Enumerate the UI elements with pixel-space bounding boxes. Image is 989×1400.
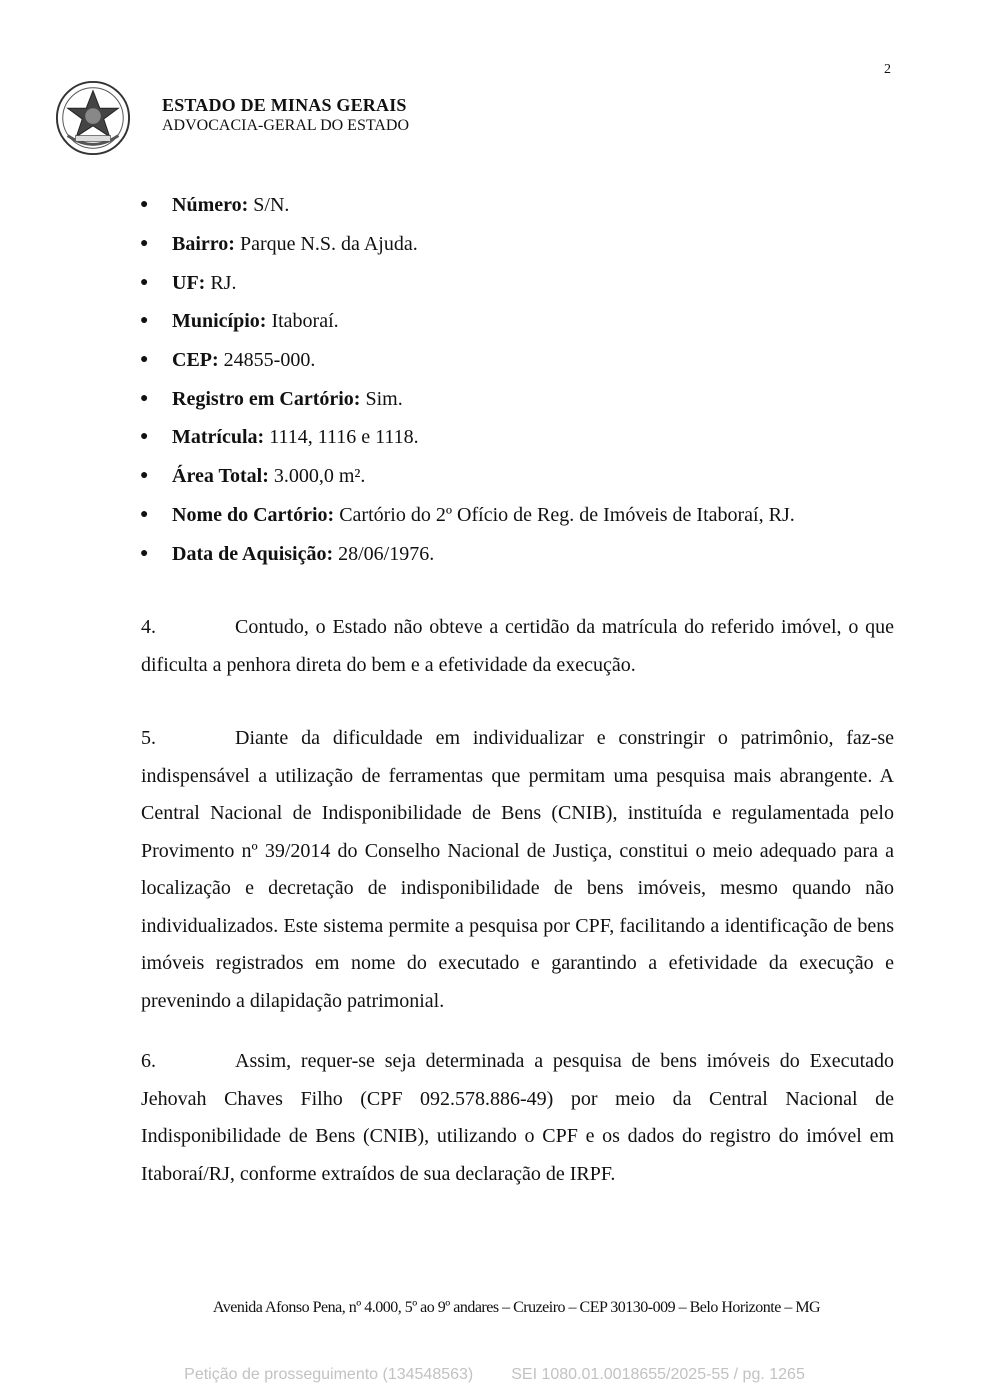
field-label: UF: bbox=[172, 271, 206, 294]
field-value: Parque N.S. da Ajuda. bbox=[239, 233, 418, 256]
page-number: 2 bbox=[884, 62, 891, 77]
list-item bbox=[140, 302, 795, 341]
field-value: RJ. bbox=[210, 271, 237, 294]
paragraph-number: 5. bbox=[141, 727, 156, 749]
field-value: Cartório do 2º Ofício de Reg. de Imóveis de Itaboraí, RJ. bbox=[339, 503, 795, 526]
field-value: 3.000,0 m². bbox=[273, 465, 366, 488]
field-label: Município: bbox=[172, 310, 267, 333]
field-label: Nome do Cartório: bbox=[172, 503, 335, 526]
list-item bbox=[140, 225, 795, 264]
bullet-icon: ● bbox=[140, 429, 149, 445]
bullet-icon: ● bbox=[140, 197, 149, 213]
bullet-icon: ● bbox=[140, 352, 149, 368]
list-item bbox=[140, 186, 795, 225]
paragraph-text: Contudo, o Estado não obteve a certidão da matrícula do referido imóvel, o que dificulta a penhora direta do bem e a efetividade da execução. bbox=[141, 616, 894, 676]
paragraph-text: Diante da dificuldade em individualizar e constringir o patrimônio, faz-se indispensável a utilização de ferramentas que permitam uma pesquisa mais abrangente. A Central Nacional de Indisponibilidade de Bens (CNIB), instituída e regulamentada pelo Provimento nº 39/2014 do Conselho Nacional de Justiça, constitui o meio adequado para a localização e decretação de indisponibilidade de bens imóveis, mesmo quando não individualizados. Este sistema permite a pesquisa por CPF, facilitando a identificação de bens imóveis registrados em nome do executado e garantindo a efetividade da execução e prevenindo a dilapidação patrimonial. bbox=[141, 727, 894, 1012]
bullet-icon: ● bbox=[140, 468, 149, 484]
sei-reference: SEI 1080.01.0018655/2025-55 / pg. 1265 bbox=[511, 1366, 805, 1383]
paragraph-text: Assim, requer-se seja determinada a pesquisa de bens imóveis do Executado Jehovah Chaves Filho (CPF 092.578.886-49) por meio da Central Nacional de Indisponibilidade de Bens (CNIB), utilizando o CPF e os dados do registro do imóvel em Itaboraí/RJ, conforme extraídos de sua declaração de IRPF. bbox=[141, 1050, 894, 1185]
paragraph-6 bbox=[141, 1043, 894, 1193]
list-item bbox=[140, 534, 795, 573]
letterhead-title: ESTADO DE MINAS GERAIS bbox=[162, 95, 407, 115]
list-item bbox=[140, 263, 795, 302]
state-seal-logo bbox=[54, 78, 132, 158]
field-label: Número: bbox=[172, 194, 249, 217]
bullet-icon: ● bbox=[140, 313, 149, 329]
bullet-icon: ● bbox=[140, 506, 149, 522]
field-value: Sim. bbox=[365, 387, 403, 410]
paragraph-4 bbox=[141, 609, 894, 684]
field-value: S/N. bbox=[253, 194, 290, 217]
field-value: 24855-000. bbox=[223, 349, 316, 372]
field-label: Área Total: bbox=[172, 465, 269, 488]
list-item bbox=[140, 341, 795, 380]
list-item bbox=[140, 418, 795, 457]
field-label: Registro em Cartório: bbox=[172, 387, 361, 410]
field-value: 28/06/1976. bbox=[338, 542, 435, 565]
field-label: CEP: bbox=[172, 349, 219, 372]
paragraph-number: 6. bbox=[141, 1050, 156, 1072]
bullet-icon: ● bbox=[140, 274, 149, 290]
letterhead-subtitle: ADVOCACIA-GERAL DO ESTADO bbox=[162, 117, 409, 134]
property-details-list bbox=[140, 186, 795, 573]
list-item bbox=[140, 379, 795, 418]
field-value: Itaboraí. bbox=[271, 310, 339, 333]
field-label: Data de Aquisição: bbox=[172, 542, 334, 565]
footer-address: Avenida Afonso Pena, nº 4.000, 5º ao 9º andares – Cruzeiro – CEP 30130-009 – Belo Horizonte – MG bbox=[212, 1299, 821, 1316]
list-item bbox=[140, 457, 795, 496]
paragraph-5 bbox=[141, 720, 894, 1020]
bullet-icon: ● bbox=[140, 236, 149, 252]
field-label: Matrícula: bbox=[172, 426, 265, 449]
field-label: Bairro: bbox=[172, 233, 235, 256]
list-item bbox=[140, 496, 795, 535]
paragraph-number: 4. bbox=[141, 616, 156, 638]
field-value: 1114, 1116 e 1118. bbox=[269, 426, 419, 449]
bullet-icon: ● bbox=[140, 390, 149, 406]
letterhead bbox=[162, 94, 409, 136]
document-label: Petição de prosseguimento (134548563) bbox=[184, 1366, 474, 1383]
bullet-icon: ● bbox=[140, 545, 149, 561]
sei-footer bbox=[0, 1366, 989, 1384]
